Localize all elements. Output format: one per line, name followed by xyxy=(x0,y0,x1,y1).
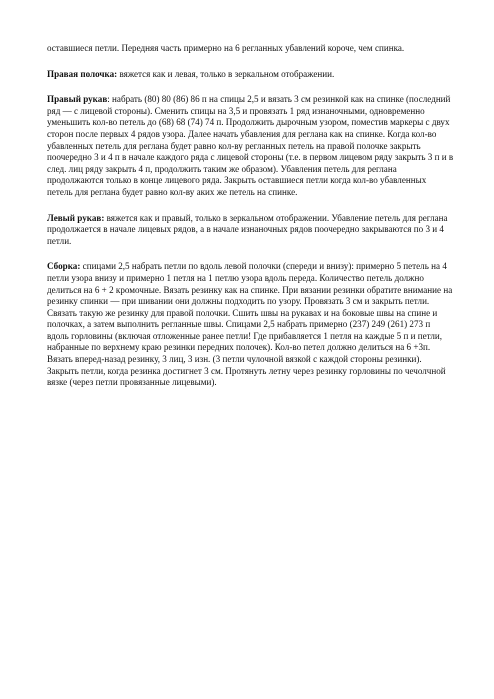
paragraph-text: вяжется как и левая, только в зеркальном отображении. xyxy=(117,68,335,79)
paragraph-text: : набрать (80) 80 (86) 86 п на спицы 2,5 и вязать 3 см резинкой как на спинке (последний ряд — с лицевой стороны). Сменить спицы на 3,5 и провязать 1 ряд изнаночными, одновременно уменьшить кол-во петель до (68) 68 (74) 74 п. Продолжить дырочным узором, поместив маркеры с двух сторон после первых 4 рядов узора. Далее начать убавления для реглана как на спинке. Когда кол-во убавленных петель для реглана будет равно кол-ву регланных петель на правой полочке закрыть поочередно 3 и 4 п в начале каждого ряда с лицевой стороны (т.е. в первом лицевом ряду закрыть 3 п и в след. лиц ряду закрыть 4 п, продолжить таким же образом). Убавления петель для реглана продолжаются только в конце лицевого ряда. Закрыть оставшиеся петли когда кол-во убавленных петель для реглана будет равно кол-ву аких же петель на спинке. xyxy=(47,94,454,197)
section-heading: Правый рукав xyxy=(47,94,108,105)
section-heading: Сборка: xyxy=(47,261,81,272)
paragraph-left-sleeve xyxy=(47,213,454,248)
paragraph-text: спицами 2,5 набрать петли по вдоль левой полочки (спереди и внизу): примерно 5 петель на 4 петли узора внизу и примерно 1 петля на 1 петлю узора вдоль переда. Количество петель должно делиться на 6 + 2 кромочные. Вязать резинку как на спинке. При вязании резинки обратите внимание на резинку спинки — при шивании они должны подходить по узору. Провязать 3 см и закрыть петли. Связать такую же резинку для правой полочки. Сшить швы на рукавах и на боковые швы на спине и полочках, а затем выполнить регланные швы. Спицами 2,5 набрать примерно (237) 249 (261) 273 п вдоль горловины (включая отложенные ранее петли! Где прибавляется 1 петля на каждые 5 п и петли, набранные по верхнему краю резинки передних полочек). Кол-во петел должно делиться на 6 +3п. Вязать вперед-назад резинку, 3 лиц, 3 изн. (3 петли чулочной вязкой с каждой стороны резинки). Закрыть петли, когда резинка достигнет 3 см. Протянуть летну через резинку горловины по чечолчной вязке (через петли провязанные лицевыми). xyxy=(47,261,453,388)
section-heading: Правая полочка: xyxy=(47,68,118,79)
paragraph-assembly xyxy=(47,261,454,389)
section-heading: Левый рукав: xyxy=(47,212,105,223)
paragraph-right-front xyxy=(47,69,454,81)
paragraph-text: вяжется как и правый, только в зеркальном отображении. Убавление петель для реглана продолжается в начале лицевых рядов, а в начале изнаночных рядов поочередно закрываются по 3 и 4 петли. xyxy=(47,212,448,246)
paragraph-right-sleeve xyxy=(47,94,454,198)
paragraph-continuation xyxy=(47,43,454,55)
paragraph-text: оставшиеся петли. Передняя часть примерно на 6 регланных убавлений короче, чем спинка. xyxy=(47,43,405,53)
